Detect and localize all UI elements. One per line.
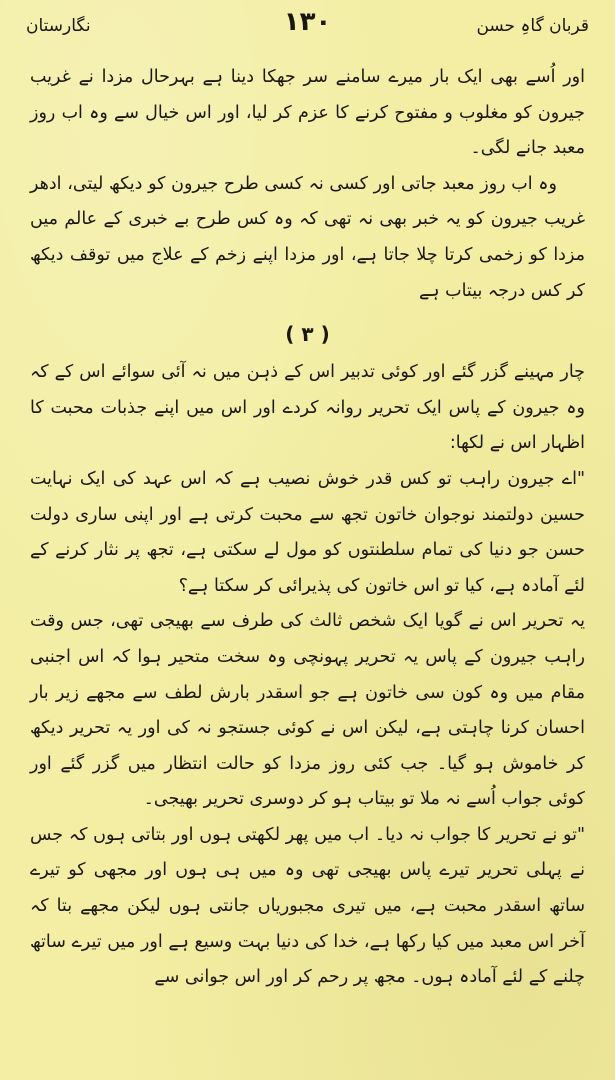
paragraph: وہ اب روز معبد جاتی اور کسی نہ کسی طرح جیرون کو دیکھ لیتی، ادھر غریب جیرون کو یہ خبر بھی نہ تھی کہ وہ کس طرح بے خبری کے عالم میں مزدا کو زخمی کرتا چلا جاتا ہے، اور مزدا اپنے زخم کے علاج میں توقف دیکھ کر کس درجہ بیتاب ہے: [30, 173, 585, 301]
publisher-name: نگارستان: [26, 16, 91, 36]
page-number: ۱۳۰: [283, 7, 332, 37]
paragraph: چار مہینے گزر گئے اور کوئی تدبیر اس کے ذہن میں نہ آئی سوائے اس کے کہ وہ جیرون کے پاس ایک تحریر روانہ کردے اور اس میں اپنے جذبات محبت کا اظہار اس نے لکھا:: [30, 362, 585, 454]
section-number: ( ۳ ): [285, 322, 330, 347]
page-header: [26, 7, 589, 40]
quoted-letter: "اے جیرون راہب تو کس قدر خوش نصیب ہے کہ اس عہد کی ایک نہایت حسین دولتمند نوجوان خاتون تجھ سے محبت کرتی ہے اور اپنی ساری دولت حسن جو دنیا کی تمام سلطنتوں کو مول لے سکتی ہے، تجھ پر نثار کرنے کے لئے آمادہ ہے، کیا تو اس خاتون کی پذیرائی کر سکتا ہے؟: [30, 468, 585, 596]
paragraph: اور اُسے بھی ایک بار میرے سامنے سر جھکا دینا ہے بہرحال مزدا نے غریب جیرون کو مغلوب و مفتوح کرنے کا عزم کر لیا، اور اس خیال سے وہ اب روز معبد جانے لگی۔: [30, 67, 585, 159]
quoted-letter: "تو نے تحریر کا جواب نہ دیا۔ اب میں پھر لکھتی ہوں اور بتاتی ہوں کہ جس نے پہلی تحریر تیرے پاس بھیجی تھی وہ میں ہی ہوں اور مجھی کو تیرے ساتھ اسقدر محبت ہے، میں تیری مجبوریاں جانتی ہوں لیکن مجھے بتا کہ آخر اس معبد میں کیا رکھا ہے، خدا کی دنیا بہت وسیع ہے اور میں تیرے ساتھ چلنے کے لئے آمادہ ہوں۔ مجھ پر رحم کر اور اس جوانی سے: [30, 824, 585, 988]
paragraph: یہ تحریر اس نے گویا ایک شخص ثالث کی طرف سے بھیجی تھی، جس وقت راہب جیرون کے پاس یہ تحریر پہونچی وہ سخت متحیر ہوا کہ اس اجنبی مقام میں وہ کون سی خاتون ہے جو اسقدر بارش لطف سے مجھے زیر بار احسان کرنا چاہتی ہے، لیکن اس نے کوئی جستجو نہ کی اور یہ تحریر دیکھ کر خاموش ہو گیا۔ جب کئی روز مزدا کو حالت انتظار میں گزر گئے اور کوئی جواب اُسے نہ ملا تو بیتاب ہو کر دوسری تحریر بھیجی۔: [30, 611, 585, 810]
page-body: [30, 60, 585, 996]
book-title: قربان گاہِ حسن: [476, 16, 589, 36]
